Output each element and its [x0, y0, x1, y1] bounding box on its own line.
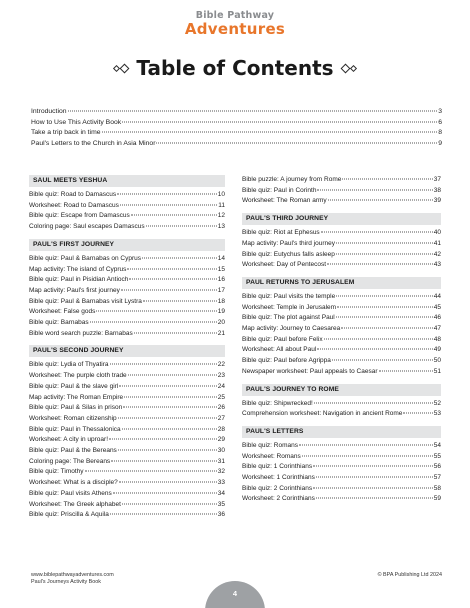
toc-entry-label: Bible quiz: 2 Corinthians	[242, 484, 313, 492]
title-row	[0, 56, 470, 80]
toc-entry-label: How to Use This Activity Book	[31, 118, 122, 126]
toc-entry	[29, 360, 225, 371]
section-heading: PAUL'S THIRD JOURNEY	[242, 213, 441, 225]
toc-entry	[29, 382, 225, 393]
toc-entry	[31, 139, 442, 150]
dot-leader	[379, 370, 433, 371]
toc-entry-label: Bible quiz: Paul & Barnabas on Cyprus	[29, 254, 142, 262]
dot-leader	[336, 253, 433, 254]
toc-entry-label: Bible quiz: Paul visits the temple	[242, 292, 336, 300]
toc-entry-page: 22	[217, 361, 225, 369]
toc-entry	[242, 484, 441, 495]
toc-entry-label: Bible quiz: Paul & Silas in prison	[29, 404, 123, 412]
dot-leader	[302, 455, 433, 456]
toc-entry	[29, 275, 225, 286]
toc-entry-page: 33	[217, 479, 225, 487]
toc-entry	[29, 297, 225, 308]
dot-leader	[118, 450, 217, 451]
dot-leader	[122, 503, 217, 504]
intro-list	[31, 107, 442, 149]
toc-entry-label: Worksheet: The purple cloth trade	[29, 372, 127, 380]
toc-entry-page: 38	[433, 186, 441, 194]
toc-entry	[29, 211, 225, 222]
dot-leader	[324, 338, 433, 339]
toc-entry-page: 45	[433, 303, 441, 311]
toc-entry-page: 13	[217, 223, 225, 231]
toc-entry	[31, 107, 442, 118]
toc-entry-page: 39	[433, 197, 441, 205]
dot-leader	[336, 242, 433, 243]
section-heading: PAUL'S LETTERS	[242, 426, 441, 438]
toc-entry-label: Bible quiz: Romans	[242, 441, 298, 449]
toc-entry	[29, 265, 225, 276]
toc-entry-page: 23	[217, 372, 225, 380]
toc-entry-page: 24	[217, 382, 225, 390]
toc-entry-page: 31	[217, 457, 225, 465]
toc-entry-page: 58	[433, 484, 441, 492]
toc-entry-page: 34	[217, 489, 225, 497]
dot-leader	[120, 204, 217, 205]
toc-entry-label: Map activity: The island of Cyprus	[29, 265, 127, 273]
dot-leader	[119, 385, 217, 386]
toc-entry-page: 54	[433, 441, 441, 449]
toc-entry-page: 15	[217, 265, 225, 273]
toc-entry-page: 37	[433, 176, 441, 183]
toc-entry	[29, 425, 225, 436]
toc-entry	[31, 128, 442, 139]
toc-entry-page: 43	[433, 261, 441, 269]
toc-entry	[29, 467, 225, 478]
page-number: 4	[232, 589, 238, 598]
toc-entry-label: Bible quiz: Road to Damascus	[29, 191, 117, 198]
dot-leader	[143, 300, 217, 301]
toc-entry-label: Take a trip back in time	[31, 129, 101, 137]
toc-entry	[242, 462, 441, 473]
dot-leader	[327, 264, 433, 265]
dot-leader	[129, 279, 216, 280]
footer-book-title: Paul's Journeys Activity Book	[31, 579, 101, 585]
toc-entry	[242, 175, 441, 186]
toc-entry	[242, 228, 441, 239]
dot-leader	[342, 179, 432, 180]
toc-entry-label: Paul's Letters to the Church in Asia Minor	[31, 139, 156, 147]
toc-entry-page: 20	[217, 319, 225, 327]
dot-leader	[134, 332, 217, 333]
diamond-ornament-right-icon	[342, 65, 356, 72]
dot-leader	[110, 364, 217, 365]
toc-entry-label: Bible quiz: Paul in Thessalonica	[29, 425, 121, 433]
toc-entry-page: 46	[433, 314, 441, 322]
toc-entry	[242, 335, 441, 346]
toc-entry	[242, 494, 441, 505]
dot-leader	[122, 428, 217, 429]
dot-leader	[117, 194, 217, 195]
toc-section	[242, 213, 441, 271]
toc-entry-label: Coloring page: The Bereans	[29, 457, 111, 465]
dot-leader	[90, 322, 217, 323]
toc-entry-page: 10	[217, 191, 225, 198]
dot-leader	[403, 413, 432, 414]
toc-entry-page: 27	[217, 414, 225, 422]
dot-leader	[156, 142, 437, 143]
toc-entry-label: Worksheet: What is a disciple?	[29, 479, 118, 487]
toc-entry-page: 44	[433, 292, 441, 300]
dot-leader	[341, 328, 432, 329]
toc-entry-page: 57	[433, 474, 441, 482]
toc-entry	[242, 441, 441, 452]
dot-leader	[111, 460, 217, 461]
toc-entry	[242, 292, 441, 303]
toc-entry-label: Worksheet: The Roman army	[242, 197, 327, 205]
toc-entry-label: Bible quiz: The plot against Paul	[242, 314, 335, 322]
toc-entry-label: Bible quiz: Paul in Pisidian Antioch	[29, 276, 129, 284]
toc-entry-page: 53	[433, 410, 441, 418]
dot-leader	[102, 132, 438, 133]
toc-entry	[29, 371, 225, 382]
toc-entry	[29, 393, 225, 404]
toc-entry-label: Worksheet: Road to Damascus	[29, 201, 119, 209]
toc-entry-label: Map activity: Paul's third journey	[242, 239, 336, 247]
toc-entry-label: Worksheet: 1 Corinthians	[242, 474, 315, 482]
toc-entry-page: 36	[217, 511, 225, 519]
dot-leader	[109, 439, 217, 440]
toc-entry-label: Bible word search puzzle: Barnabas	[29, 329, 133, 337]
dot-leader	[131, 215, 217, 216]
toc-entry-page: 41	[433, 239, 441, 247]
toc-entry	[29, 329, 225, 340]
toc-section	[29, 175, 225, 233]
toc-entry	[242, 313, 441, 324]
dot-leader	[122, 121, 437, 122]
toc-entry	[31, 118, 442, 129]
toc-entry-page: 49	[433, 346, 441, 354]
toc-entry	[29, 414, 225, 425]
toc-section-continued	[242, 175, 441, 207]
toc-entry	[242, 239, 441, 250]
toc-entry	[29, 457, 225, 468]
toc-entry-label: Bible quiz: Barnabas	[29, 319, 89, 327]
logo	[0, 10, 470, 38]
toc-entry	[242, 399, 441, 410]
toc-entry-page: 56	[433, 463, 441, 471]
toc-entry	[29, 307, 225, 318]
toc-entry-label: Coloring page: Saul escapes Damascus	[29, 223, 145, 231]
toc-entry	[29, 478, 225, 489]
dot-leader	[336, 317, 433, 318]
diamond-ornament-left-icon	[114, 65, 128, 72]
dot-leader	[123, 407, 217, 408]
toc-entry-label: Bible quiz: Priscilla & Aquila	[29, 511, 109, 519]
toc-entry-page: 29	[217, 436, 225, 444]
toc-entry-label: Comprehension worksheet: Navigation in ancient Rome	[242, 410, 403, 418]
toc-entry-page: 8	[438, 129, 442, 137]
toc-section	[29, 239, 225, 340]
toc-entry-page: 19	[217, 308, 225, 316]
toc-entry-page: 9	[438, 139, 442, 147]
toc-entry-page: 16	[217, 276, 225, 284]
toc-entry-page: 35	[217, 500, 225, 508]
dot-leader	[313, 487, 433, 488]
toc-entry	[242, 250, 441, 261]
toc-entry-label: Bible quiz: Paul before Felix	[242, 335, 323, 343]
toc-entry-page: 30	[217, 447, 225, 455]
section-heading: PAUL'S JOURNEY TO ROME	[242, 384, 441, 396]
toc-entry-label: Worksheet: A city in uproar!	[29, 436, 108, 444]
toc-entry-page: 55	[433, 452, 441, 460]
toc-entry-page: 25	[217, 393, 225, 401]
toc-entry	[242, 303, 441, 314]
dot-leader	[332, 360, 433, 361]
toc-section	[29, 345, 225, 521]
toc-entry-page: 17	[217, 286, 225, 294]
dot-leader	[313, 466, 433, 467]
toc-entry	[29, 500, 225, 511]
dot-leader	[128, 375, 217, 376]
toc-entry-page: 32	[217, 468, 225, 476]
dot-leader	[124, 396, 217, 397]
dot-leader	[314, 402, 433, 403]
toc-entry-page: 21	[217, 329, 225, 337]
toc-entry-label: Bible quiz: Paul visits Athens	[29, 489, 112, 497]
toc-entry-label: Bible quiz: Lydia of Thyatira	[29, 361, 109, 369]
dot-leader	[121, 289, 217, 290]
toc-entry	[242, 367, 441, 378]
dot-leader	[85, 471, 217, 472]
toc-entry-label: Bible quiz: Paul in Corinth	[242, 186, 317, 194]
toc-entry	[242, 452, 441, 463]
toc-entry-label: Bible quiz: Escape from Damascus	[29, 212, 130, 220]
dot-leader	[299, 444, 433, 445]
toc-entry-label: Map activity: The Roman Empire	[29, 393, 124, 401]
toc-entry-page: 52	[433, 399, 441, 407]
toc-entry	[29, 446, 225, 457]
dot-leader	[316, 477, 433, 478]
toc-entry-label: Bible quiz: 1 Corinthians	[242, 463, 313, 471]
toc-entry-label: Worksheet: False gods	[29, 308, 96, 316]
dot-leader	[118, 417, 217, 418]
toc-entry-label: Bible quiz: Paul & the slave girl	[29, 382, 119, 390]
toc-entry-label: Worksheet: Roman citizenship	[29, 414, 117, 422]
toc-entry-label: Bible quiz: Paul & the Bereans	[29, 447, 117, 455]
toc-entry-label: Map activity: Paul's first journey	[29, 286, 120, 294]
toc-entry	[242, 356, 441, 367]
toc-entry-page: 42	[433, 250, 441, 258]
toc-section	[242, 384, 441, 420]
toc-entry-label: Bible puzzle: A journey from Rome	[242, 176, 342, 183]
toc-entry	[29, 435, 225, 446]
page-title: Table of Contents	[136, 56, 334, 80]
toc-entry	[242, 473, 441, 484]
toc-entry-label: Bible quiz: Paul & Barnabas visit Lystra	[29, 297, 142, 305]
toc-entry-label: Map activity: Journey to Caesarea	[242, 325, 341, 333]
dot-leader	[68, 111, 438, 112]
toc-entry	[29, 254, 225, 265]
dot-leader	[146, 226, 217, 227]
toc-entry	[242, 260, 441, 271]
toc-entry-label: Worksheet: Day of Pentecost	[242, 261, 327, 269]
toc-section	[242, 426, 441, 505]
toc-entry-label: Worksheet: Romans	[242, 452, 301, 460]
dot-leader	[316, 498, 433, 499]
dot-leader	[328, 200, 433, 201]
toc-entry	[242, 324, 441, 335]
toc-entry-label: Worksheet: The Greek alphabet	[29, 500, 121, 508]
dot-leader	[127, 268, 216, 269]
toc-entry-label: Introduction	[31, 108, 67, 115]
toc-entry-page: 12	[217, 212, 225, 220]
toc-entry-label: Bible quiz: Paul before Agrippa	[242, 357, 331, 365]
toc-entry	[242, 186, 441, 197]
toc-entry-page: 40	[433, 229, 441, 237]
dot-leader	[317, 349, 432, 350]
toc-entry-page: 47	[433, 325, 441, 333]
toc-entry-page: 59	[433, 495, 441, 503]
toc-entry-page: 6	[438, 118, 442, 126]
toc-section	[242, 277, 441, 378]
toc-entry	[242, 345, 441, 356]
toc-entry-label: Worksheet: Temple in Jerusalem	[242, 303, 337, 311]
section-heading: PAUL'S SECOND JOURNEY	[29, 345, 225, 357]
toc-entry	[29, 510, 225, 521]
toc-entry	[29, 286, 225, 297]
toc-entry-page: 11	[218, 201, 225, 209]
toc-entry	[242, 196, 441, 207]
footer-copyright: © BPA Publishing Ltd 2024	[377, 572, 442, 578]
dot-leader	[317, 189, 432, 190]
dot-leader	[110, 514, 217, 515]
footer-website: www.biblepathwayadventures.com	[31, 572, 114, 578]
section-heading: SAUL MEETS YESHUA	[29, 175, 225, 187]
toc-entry	[29, 318, 225, 329]
toc-entry-label: Bible quiz: Riot at Ephesus	[242, 229, 320, 237]
toc-entry	[29, 190, 225, 201]
toc-entry	[29, 201, 225, 212]
right-column	[242, 175, 441, 511]
section-heading: PAUL RETURNS TO JERUSALEM	[242, 277, 441, 289]
dot-leader	[336, 295, 433, 296]
toc-entry	[29, 489, 225, 500]
toc-entry	[242, 409, 441, 420]
toc-entry-page: 50	[433, 357, 441, 365]
dot-leader	[96, 311, 216, 312]
toc-entry	[29, 222, 225, 233]
logo-main-text: Adventures	[184, 20, 286, 38]
toc-entry-label: Worksheet: All about Paul	[242, 346, 317, 354]
toc-entry-page: 14	[217, 254, 225, 262]
toc-entry-page: 3	[438, 108, 442, 115]
dot-leader	[321, 232, 433, 233]
section-heading: PAUL'S FIRST JOURNEY	[29, 239, 225, 251]
toc-entry-label: Bible quiz: Eutychus falls asleep	[242, 250, 335, 258]
toc-entry	[29, 403, 225, 414]
toc-entry-label: Bible quiz: Timothy	[29, 468, 84, 476]
toc-entry-label: Worksheet: 2 Corinthians	[242, 495, 315, 503]
toc-entry-page: 26	[217, 404, 225, 412]
dot-leader	[142, 257, 217, 258]
logo-top-text: Bible Pathway	[195, 10, 275, 21]
left-column	[29, 175, 225, 527]
toc-entry-label: Bible quiz: Shipwrecked!	[242, 399, 313, 407]
toc-entry-page: 28	[217, 425, 225, 433]
dot-leader	[337, 306, 433, 307]
toc-entry-page: 18	[217, 297, 225, 305]
dot-leader	[119, 482, 217, 483]
dot-leader	[113, 492, 217, 493]
toc-entry-page: 48	[433, 335, 441, 343]
toc-entry-label: Newspaper worksheet: Paul appeals to Caesar	[242, 367, 378, 375]
toc-entry-page: 51	[433, 367, 441, 375]
